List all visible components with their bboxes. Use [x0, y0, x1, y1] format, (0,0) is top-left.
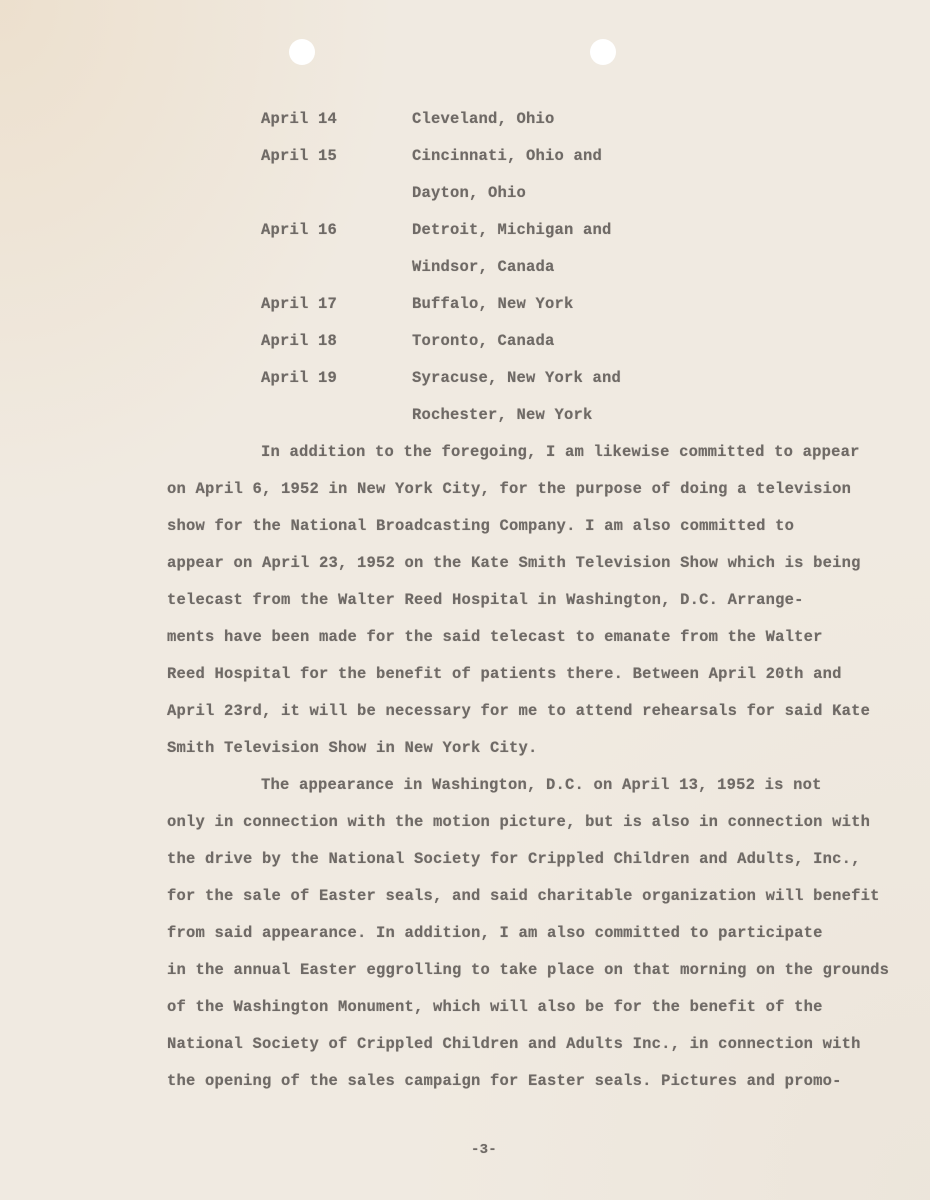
paragraph-line: for the sale of Easter seals, and said charitable organization will benefit [167, 887, 880, 905]
punch-hole-left [289, 39, 315, 65]
paragraph-line: telecast from the Walter Reed Hospital in Washington, D.C. Arrange- [167, 591, 804, 609]
schedule-city: Dayton, Ohio [412, 184, 527, 202]
paragraph-line: the opening of the sales campaign for Easter seals. Pictures and promo- [167, 1072, 842, 1090]
paragraph-line: the drive by the National Society for Crippled Children and Adults, Inc., [167, 850, 861, 868]
schedule-date: April 16 [261, 221, 338, 239]
schedule-city: Syracuse, New York and [412, 369, 622, 387]
schedule-date: April 18 [261, 332, 338, 350]
schedule-date: April 19 [261, 369, 338, 387]
punch-hole-right [590, 39, 616, 65]
schedule-city: Rochester, New York [412, 406, 593, 424]
schedule-city: Detroit, Michigan and [412, 221, 612, 239]
paragraph-line: from said appearance. In addition, I am also committed to participate [167, 924, 823, 942]
schedule-date: April 14 [261, 110, 338, 128]
schedule-city: Toronto, Canada [412, 332, 555, 350]
schedule-city: Buffalo, New York [412, 295, 574, 313]
paragraph-line: Reed Hospital for the benefit of patients there. Between April 20th and [167, 665, 842, 683]
schedule-city: Windsor, Canada [412, 258, 555, 276]
paragraph-line: ments have been made for the said telecast to emanate from the Walter [167, 628, 823, 646]
schedule-date: April 17 [261, 295, 338, 313]
paragraph-line: appear on April 23, 1952 on the Kate Smith Television Show which is being [167, 554, 861, 572]
paragraph-line: only in connection with the motion picture, but is also in connection with [167, 813, 871, 831]
schedule-city: Cincinnati, Ohio and [412, 147, 603, 165]
paragraph-line: National Society of Crippled Children and Adults Inc., in connection with [167, 1035, 861, 1053]
paragraph-line: of the Washington Monument, which will also be for the benefit of the [167, 998, 823, 1016]
paragraph-line: April 23rd, it will be necessary for me to attend rehearsals for said Kate [167, 702, 871, 720]
paragraph-line: In addition to the foregoing, I am likewise committed to appear [261, 443, 860, 461]
paragraph-line: The appearance in Washington, D.C. on April 13, 1952 is not [261, 776, 822, 794]
paragraph-line: show for the National Broadcasting Company. I am also committed to [167, 517, 795, 535]
paragraph-line: in the annual Easter eggrolling to take place on that morning on the grounds [167, 961, 890, 979]
page-number: -3- [471, 1142, 497, 1158]
paragraph-line: Smith Television Show in New York City. [167, 739, 538, 757]
paragraph-line: on April 6, 1952 in New York City, for the purpose of doing a television [167, 480, 852, 498]
schedule-date: April 15 [261, 147, 338, 165]
schedule-city: Cleveland, Ohio [412, 110, 555, 128]
